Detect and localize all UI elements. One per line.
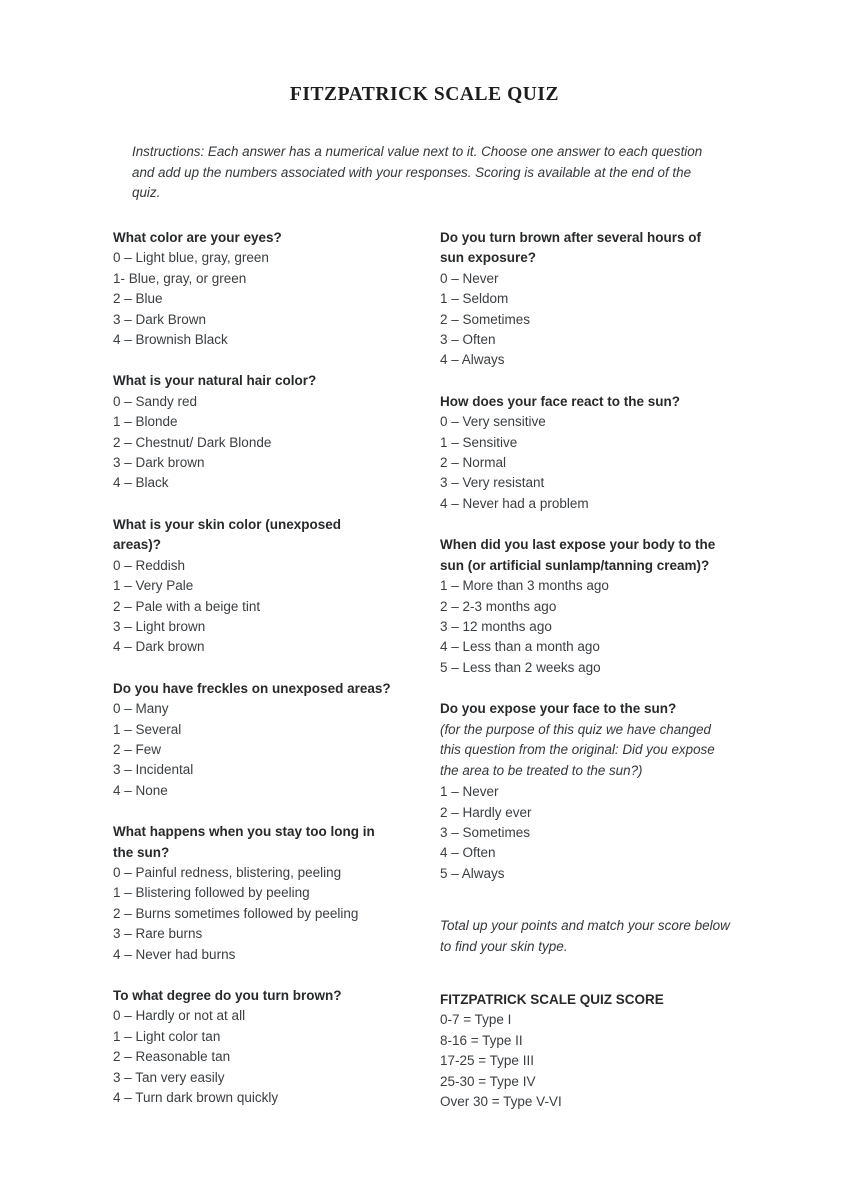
answer-option[interactable]: 1 – Light color tan — [113, 1028, 221, 1044]
answer-option[interactable]: 0 – Many — [113, 701, 169, 717]
answer-list — [113, 248, 431, 350]
answer-option[interactable]: 1 – Sensitive — [440, 434, 518, 450]
answer-list — [440, 412, 740, 514]
answer-option[interactable]: 2 – Few — [113, 741, 162, 757]
answer-option[interactable]: 2 – Sometimes — [440, 311, 531, 327]
answer-option[interactable]: 3 – Light brown — [113, 618, 206, 634]
answer-option[interactable]: 0 – Sandy red — [113, 393, 198, 409]
answer-list — [113, 392, 431, 494]
score-range: 0-7 = Type I — [440, 1012, 512, 1028]
answer-option[interactable]: 3 – Sometimes — [440, 825, 531, 841]
score-section — [440, 990, 740, 1112]
score-range-list — [440, 1010, 740, 1112]
answer-option[interactable]: 2 – 2-3 months ago — [440, 598, 557, 614]
section-spacer — [440, 979, 740, 990]
answer-option[interactable]: 4 – Always — [440, 352, 505, 368]
answer-option[interactable]: 3 – Often — [440, 332, 496, 348]
answer-list — [440, 782, 740, 884]
answer-option[interactable]: 2 – Pale with a beige tint — [113, 598, 261, 614]
answer-list — [113, 1006, 431, 1108]
answer-option[interactable]: 4 – Brownish Black — [113, 332, 228, 348]
answer-option[interactable]: 0 – Never — [440, 270, 499, 286]
answer-option[interactable]: 4 – Never had burns — [113, 946, 236, 962]
total-up-note-block — [440, 916, 740, 958]
answer-option[interactable]: 1 – Very Pale — [113, 578, 194, 594]
answer-option[interactable]: 2 – Blue — [113, 291, 163, 307]
score-range: 25-30 = Type IV — [440, 1073, 536, 1089]
question-title: What color are your eyes? — [113, 230, 282, 245]
answer-option[interactable]: 3 – Incidental — [113, 762, 194, 778]
answer-option[interactable]: 0 – Light blue, gray, green — [113, 250, 269, 266]
question-block-face-reaction — [440, 392, 740, 514]
question-title: Do you turn brown after several hours of sun exposure? — [440, 230, 702, 266]
score-range: Over 30 = Type V-VI — [440, 1093, 562, 1109]
right-column — [440, 228, 740, 1112]
question-block-freckles — [113, 679, 431, 801]
answer-option[interactable]: 2 – Normal — [440, 455, 507, 471]
score-section-title: FITZPATRICK SCALE QUIZ SCORE — [440, 991, 664, 1007]
question-title: What happens when you stay too long in the sun? — [113, 824, 375, 860]
answer-option[interactable]: 3 – Rare burns — [113, 926, 203, 942]
total-up-note: Total up your points and match your score below to find your skin type. — [440, 918, 730, 955]
answer-option[interactable]: 4 – Less than a month ago — [440, 639, 600, 655]
question-block-expose-face — [440, 699, 740, 884]
answer-option[interactable]: 1 – Never — [440, 784, 499, 800]
score-range: 8-16 = Type II — [440, 1032, 523, 1048]
left-column — [113, 228, 431, 1108]
answer-option[interactable]: 4 – Often — [440, 845, 496, 861]
answer-option[interactable]: 1 – Several — [113, 721, 182, 737]
answer-option[interactable]: 4 – Black — [113, 475, 169, 491]
answer-list — [440, 576, 740, 678]
answer-option[interactable]: 2 – Hardly ever — [440, 804, 532, 820]
answer-option[interactable]: 4 – None — [113, 782, 168, 798]
answer-option[interactable]: 2 – Reasonable tan — [113, 1049, 231, 1065]
question-block-turn-brown-hours — [440, 228, 740, 371]
question-block-eye-color — [113, 228, 431, 350]
answer-option[interactable]: 0 – Painful redness, blistering, peeling — [113, 864, 342, 880]
answer-option[interactable]: 1 – More than 3 months ago — [440, 578, 609, 594]
answer-option[interactable]: 3 – 12 months ago — [440, 618, 552, 634]
answer-option[interactable]: 1 – Blonde — [113, 414, 178, 430]
score-range: 17-25 = Type III — [440, 1053, 534, 1069]
question-clarification-note: (for the purpose of this quiz we have changed this question from the original: Did you expose the area to be treated to the sun?) — [440, 721, 715, 779]
answer-option[interactable]: 1- Blue, gray, or green — [113, 270, 247, 286]
answer-option[interactable]: 3 – Dark brown — [113, 455, 205, 471]
question-title: When did you last expose your body to the sun (or artificial sunlamp/tanning cream)? — [440, 537, 716, 573]
answer-option[interactable]: 4 – Dark brown — [113, 639, 205, 655]
question-block-last-exposure — [440, 535, 740, 678]
answer-option[interactable]: 1 – Blistering followed by peeling — [113, 885, 310, 901]
page-title: FITZPATRICK SCALE QUIZ — [289, 84, 560, 105]
answer-option[interactable]: 3 – Dark Brown — [113, 311, 207, 327]
question-block-turn-brown-degree — [113, 986, 431, 1108]
answer-list — [113, 863, 431, 965]
question-block-hair-color — [113, 371, 431, 493]
section-spacer — [440, 905, 740, 916]
answer-option[interactable]: 3 – Tan very easily — [113, 1069, 225, 1085]
answer-option[interactable]: 3 – Very resistant — [440, 475, 545, 491]
question-title: How does your face react to the sun? — [440, 393, 681, 409]
answer-option[interactable]: 0 – Reddish — [113, 557, 186, 573]
answer-list — [440, 269, 740, 371]
answer-option[interactable]: 2 – Burns sometimes followed by peeling — [113, 905, 359, 921]
answer-option[interactable]: 0 – Hardly or not at all — [113, 1008, 246, 1024]
question-block-skin-color — [113, 515, 431, 658]
answer-option[interactable]: 4 – Never had a problem — [440, 495, 589, 511]
answer-option[interactable]: 2 – Chestnut/ Dark Blonde — [113, 434, 272, 450]
answer-list — [113, 699, 431, 801]
question-title: Do you expose your face to the sun? — [440, 701, 677, 717]
question-block-too-long-in-sun — [113, 822, 431, 965]
answer-option[interactable]: 0 – Very sensitive — [440, 414, 546, 430]
answer-option[interactable]: 4 – Turn dark brown quickly — [113, 1090, 279, 1106]
answer-list — [113, 556, 431, 658]
answer-option[interactable]: 5 – Always — [440, 865, 505, 881]
question-title: Do you have freckles on unexposed areas? — [113, 680, 391, 696]
question-title: What is your natural hair color? — [113, 373, 317, 389]
instructions-paragraph: Instructions: Each answer has a numerical value next to it. Choose one answer to each question and add up the numbers associated with your responses. Scoring is available at the end of the quiz. — [132, 144, 703, 201]
question-title: To what degree do you turn brown? — [113, 988, 342, 1003]
question-title: What is your skin color (unexposed areas)? — [113, 516, 342, 553]
answer-option[interactable]: 1 – Seldom — [440, 291, 509, 307]
answer-option[interactable]: 5 – Less than 2 weeks ago — [440, 659, 601, 675]
